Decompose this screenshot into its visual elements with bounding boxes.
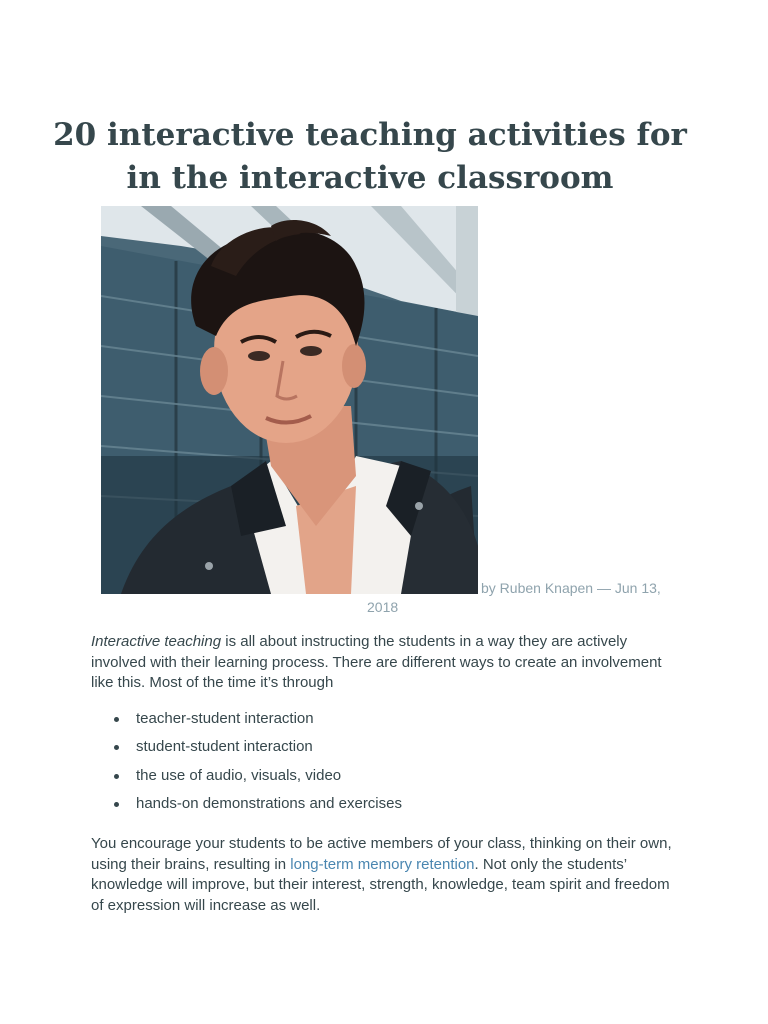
intro-paragraph bbox=[91, 632, 681, 694]
list-item bbox=[91, 766, 651, 794]
outro-text-start: You encourage your students to be active members of your class, thinking on their own, using their brains, resulting in bbox=[91, 835, 672, 873]
intro-text: is all about instructing the students in a way they are actively involved with their learning process. There are different ways to create an involvement like this. Most of the time it’s through bbox=[91, 633, 662, 691]
list-item-text: teacher-student interaction bbox=[136, 710, 314, 727]
intro-emphasis: Interactive teaching bbox=[91, 633, 222, 650]
outro-paragraph bbox=[91, 834, 681, 916]
list-item bbox=[91, 794, 651, 822]
bullet-list bbox=[91, 709, 651, 822]
list-item bbox=[91, 737, 651, 765]
author-photo bbox=[101, 206, 478, 594]
outro-text-end: . Not only the students’ knowledge will improve, but their interest, strength, knowledge, team spirit and freedom of expression will increase as well. bbox=[91, 855, 670, 914]
author-portrait-image bbox=[101, 206, 478, 594]
memory-retention-link[interactable]: long-term memory retention bbox=[290, 855, 475, 873]
bullet-icon bbox=[114, 717, 119, 722]
list-item bbox=[91, 709, 651, 737]
byline: by Ruben Knapen — Jun 13, bbox=[481, 580, 661, 596]
list-item-text: student-student interaction bbox=[136, 738, 313, 756]
bullet-icon bbox=[114, 745, 119, 750]
bullet-icon bbox=[114, 774, 119, 779]
bullet-icon bbox=[114, 802, 119, 807]
list-item-text: hands-on demonstrations and exercises bbox=[136, 794, 402, 812]
list-item-text: the use of audio, visuals, video bbox=[136, 766, 342, 784]
byline-year: 2018 bbox=[367, 599, 399, 615]
article-title: 20 interactive teaching activities for in the interactive classroom bbox=[53, 117, 687, 196]
